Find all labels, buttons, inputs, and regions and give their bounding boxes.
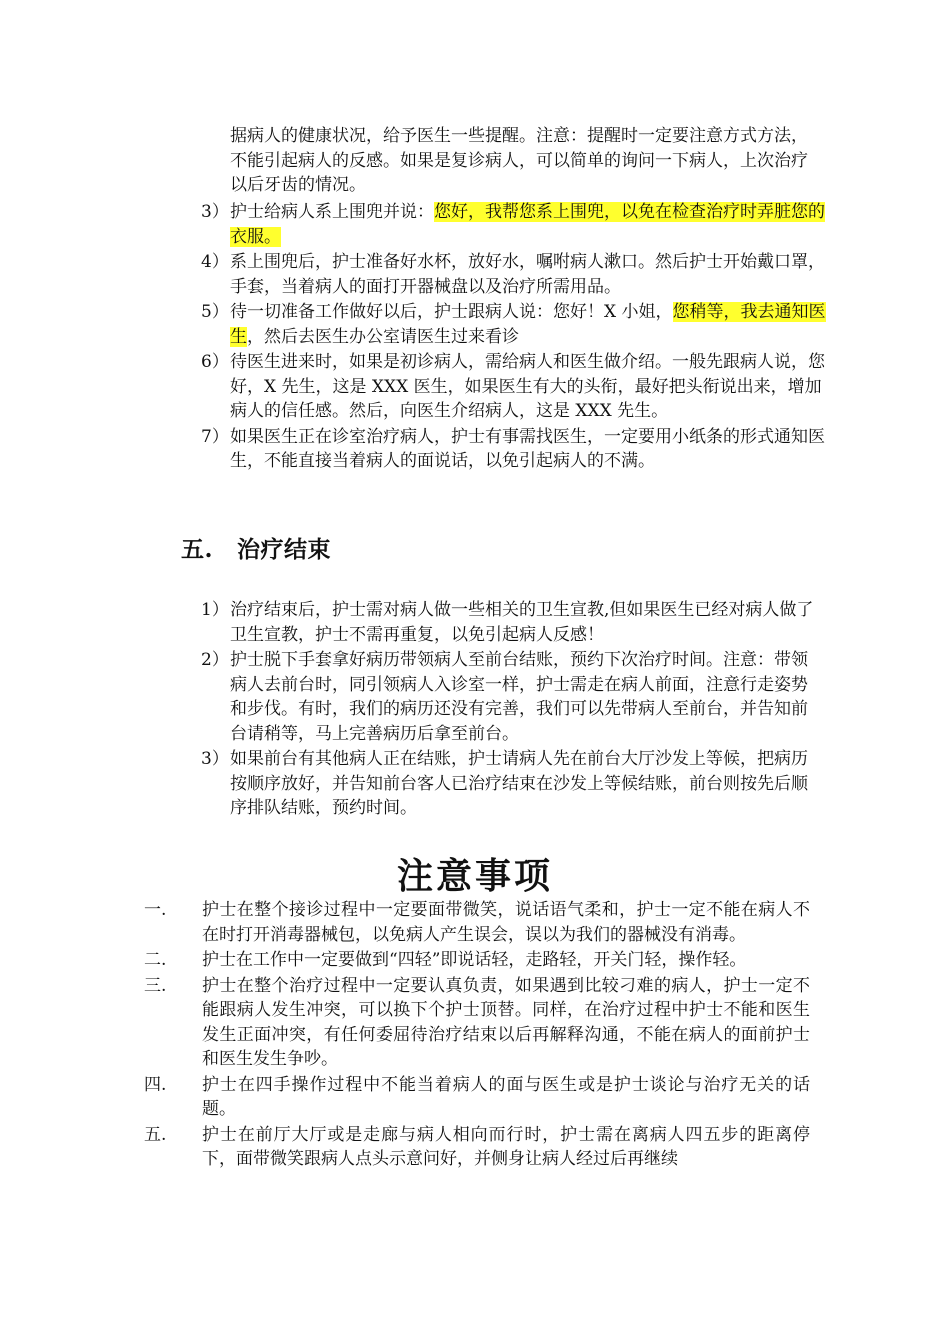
item-number: 2）	[201, 650, 229, 670]
continuation-paragraph: 据病人的健康状况，给予医生一些提醒。注意：提醒时一定要注意方式方法，不能引起病人的反感。如果是复诊病人，可以简单的询问一下病人，上次治疗以后牙齿的情况。	[230, 126, 808, 195]
item-number: 二.	[144, 950, 167, 970]
item-text	[230, 200, 828, 249]
list-item	[144, 974, 810, 1072]
item-number: 6）	[201, 352, 229, 372]
item-number: 五.	[144, 1124, 167, 1145]
item-text: 护士在整个治疗过程中一定要认真负责，如果遇到比较刁难的病人，护士一定不能跟病人发生冲突，可以换下个护士顶替。同样，在治疗过程中护士不能和医生发生正面冲突，有任何委屈待治疗结束以后再解释沟通，不能在病人的面前护士和医生发生争吵。	[202, 975, 810, 1069]
item-number: 一.	[144, 900, 167, 920]
item-text: 治疗结束后，护士需对病人做一些相关的卫生宣教,但如果医生已经对病人做了卫生宣教，护士不需再重复，以免引起病人反感！	[230, 600, 814, 645]
text-run: 护士给病人系上围兜并说：	[230, 202, 434, 222]
item-text: 护士在前厅大厅或是走廊与病人相向而行时，护士需在离病人四五步的距离停下，面带微笑跟病人点头示意问好，并侧身让病人经过后再继续	[202, 1124, 810, 1169]
list-item	[144, 1123, 810, 1172]
highlighted-text: 您好，我帮您系上围兜，以免在检查治疗时弄脏您的衣服。	[230, 202, 825, 247]
item-text: 待医生进来时，如果是初诊病人，需给病人和医生做介绍。一般先跟病人说，您好，X 先生，这是 XXX 医生，如果医生有大的头衔，最好把头衔说出来，增加病人的信任感。然后，向医生介绍病人，这是 XXX 先生。	[230, 352, 825, 421]
list-item	[201, 300, 828, 349]
page-title: 注意事项	[396, 855, 553, 897]
item-number: 3）	[201, 202, 229, 222]
list-item	[201, 747, 818, 821]
item-number: 1）	[201, 600, 229, 620]
highlighted-text: 您稍等，我去通知医生	[230, 302, 826, 347]
list-item	[201, 250, 828, 299]
item-text: 护士在工作中一定要做到“四轻”即说话轻，走路轻，开关门轻，操作轻。	[202, 950, 747, 970]
list-item	[201, 648, 818, 746]
item-number: 四.	[144, 1074, 167, 1095]
item-number: 3）	[201, 749, 229, 769]
item-text: 系上围兜后，护士准备好水杯，放好水，嘱咐病人漱口。然后护士开始戴口罩，手套，当着病人的面打开器械盘以及治疗所需用品。	[230, 252, 825, 297]
list-item	[144, 898, 810, 947]
notes-list	[144, 898, 810, 1173]
item-text: 如果前台有其他病人正在结账，护士请病人先在前台大厅沙发上等候，把病历按顺序放好，并告知前台客人已治疗结束在沙发上等候结账，前台则按先后顺序排队结账，预约时间。	[230, 749, 808, 818]
text-run: ，然后去医生办公室请医生过来看诊	[247, 326, 519, 347]
item-text: 护士在整个接诊过程中一定要面带微笑，说话语气柔和，护士一定不能在病人不在时打开消毒器械包，以免病人产生误会，误以为我们的器械没有消毒。	[202, 900, 810, 945]
list-item	[201, 598, 818, 647]
section-number: 五.	[181, 536, 214, 563]
item-number: 5）	[201, 302, 229, 322]
list-item	[201, 425, 828, 474]
section-heading	[181, 531, 331, 564]
procedure-list	[201, 200, 828, 475]
item-number: 三.	[144, 975, 167, 996]
section-title: 治疗结束	[237, 536, 331, 563]
list-item	[201, 350, 828, 424]
item-text: 护士脱下手套拿好病历带领病人至前台结账，预约下次治疗时间。注意：带领病人去前台时，同引领病人入诊室一样，护士需走在病人前面，注意行走姿势和步伐。有时，我们的病历还没有完善，我们可以先带病人至前台，并告知前台请稍等，马上完善病历后拿至前台。	[230, 650, 808, 744]
item-text	[230, 300, 828, 349]
list-item	[201, 200, 828, 249]
text-run: 待一切准备工作做好以后，护士跟病人说：您好！X 小姐，	[230, 302, 673, 322]
item-text: 如果医生正在诊室治疗病人，护士有事需找医生，一定要用小纸条的形式通知医生，不能直接当着病人的面说话，以免引起病人的不满。	[230, 426, 825, 471]
list-item	[144, 1073, 810, 1122]
item-number: 4）	[201, 252, 229, 272]
item-number: 7）	[201, 426, 229, 447]
list-item	[144, 948, 810, 973]
item-text: 护士在四手操作过程中不能当着病人的面与医生或是护士谈论与治疗无关的话题。	[202, 1074, 810, 1119]
treatment-end-list	[201, 598, 818, 822]
